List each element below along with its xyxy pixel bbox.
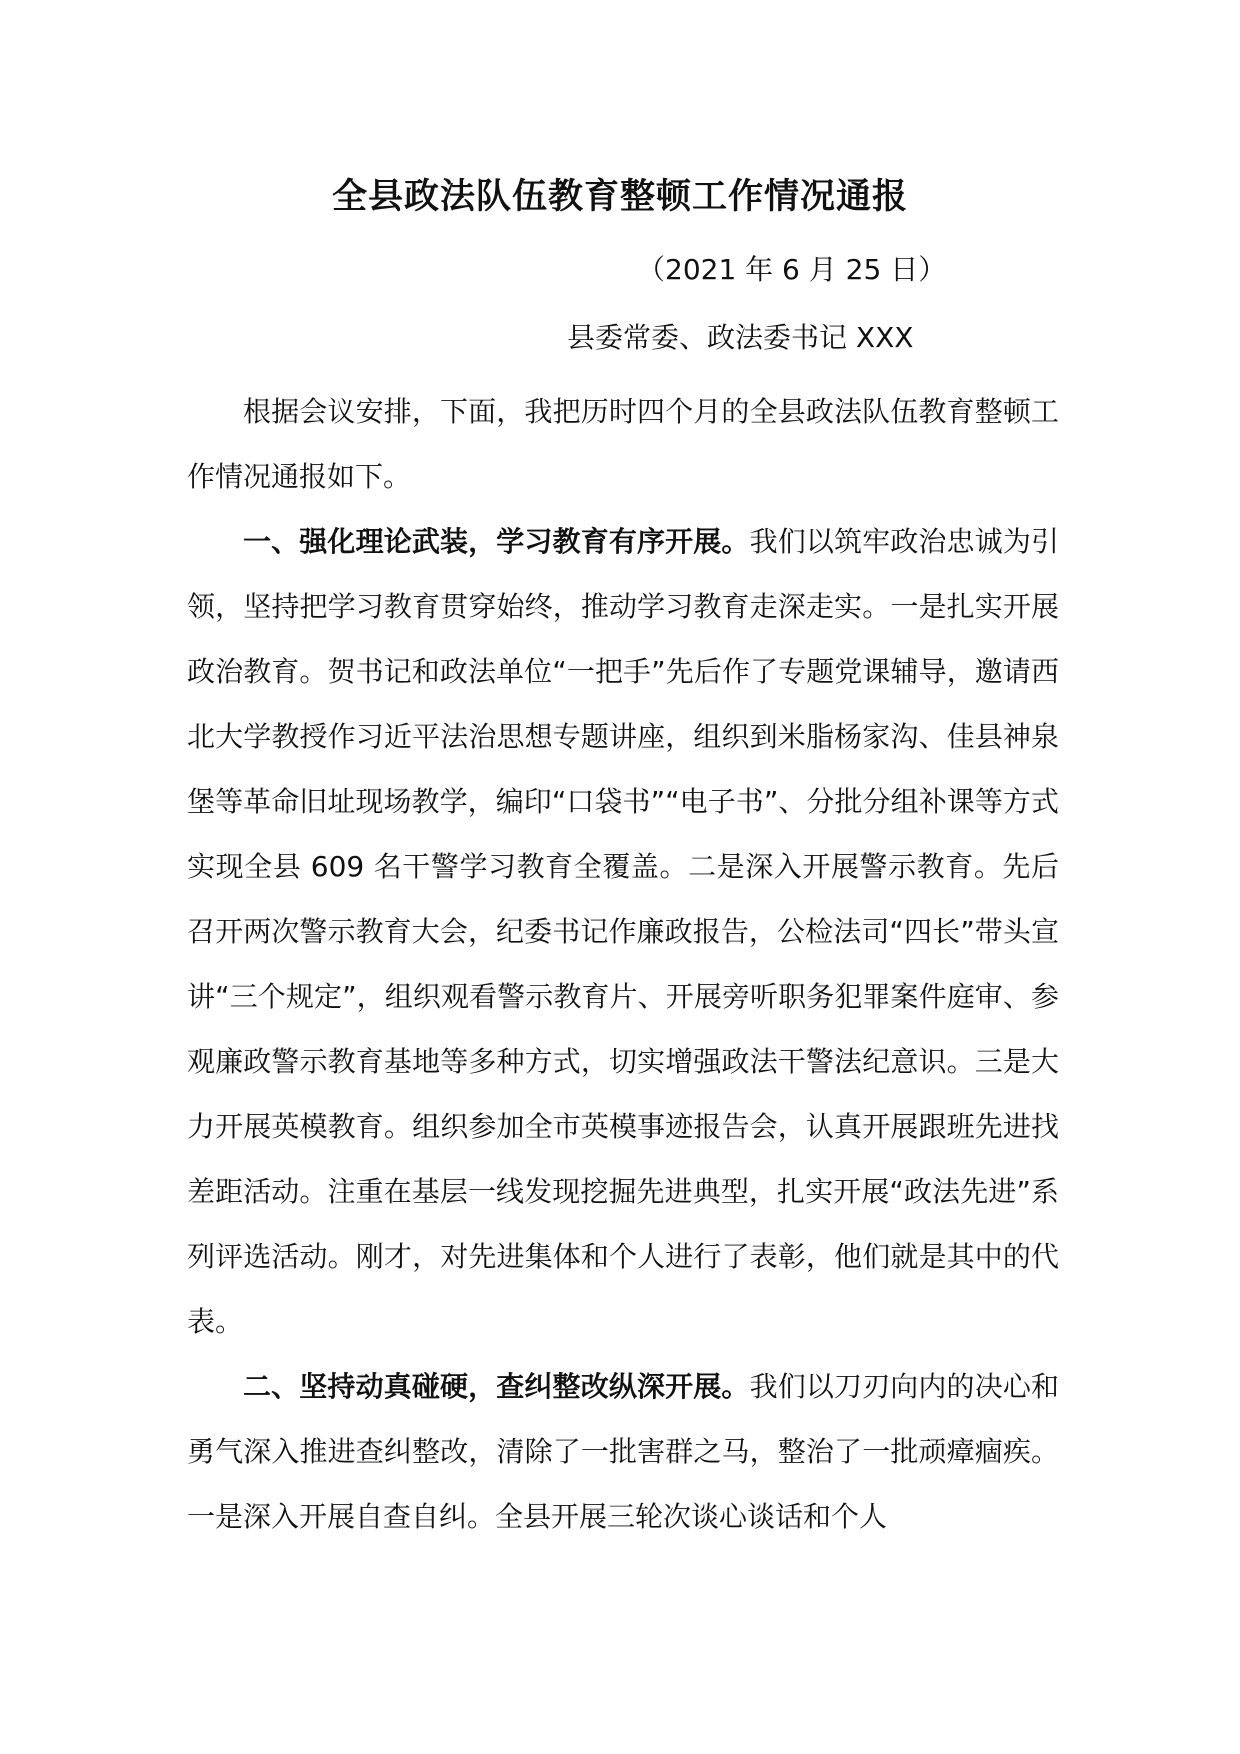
section-text-1: 我们以筑牢政治忠诚为引领，坚持把学习教育贯穿始终，推动学习教育走深走实。一是扎实开展政治教育。贺书记和政法单位“一把手”先后作了专题党课辅导，邀请西北大学教授作习近平法治思想专题讲座，组织到米脂杨家沟、佳县神泉堡等革命旧址现场教学，编印“口袋书”“电子书”、分批分组补课等方式实现全县 609 名干警学习教育全覆盖。二是深入开展警示教育。先后召开两次警示教育大会，纪委书记作廉政报告，公检法司“四长”带头宣讲“三个规定”，组织观看警示教育片、开展旁听职务犯罪案件庭审、参观廉政警示教育基地等多种方式，切实增强政法干警法纪意识。三是大力开展英模教育。组织参加全市英模事迹报告会，认真开展跟班先进找差距活动。注重在基层一线发现挖掘先进典型，扎实开展“政法先进”系列评选活动。刚才，对先进集体和个人进行了表彰，他们就是其中的代表。 — [187, 525, 1059, 1338]
document-title: 全县政法队伍教育整顿工作情况通报 — [331, 177, 908, 217]
section-paragraph-1 — [187, 509, 1059, 1354]
document-body — [187, 379, 1059, 1549]
section-heading-1: 一、强化理论武装，学习教育有序开展。 — [243, 525, 750, 558]
document-date: （2021 年 6 月 25 日） — [637, 253, 947, 286]
intro-paragraph: 根据会议安排，下面，我把历时四个月的全县政法队伍教育整顿工作情况通报如下。 — [187, 395, 1059, 493]
section-text-2: 我们以刀刃向内的决心和勇气深入推进查纠整改，清除了一批害群之马，整治了一批顽瘴痼疾。一是深入开展自查自纠。全县开展三轮次谈心谈话和个人 — [187, 1370, 1059, 1533]
section-heading-2: 二、坚持动真碰硬，查纠整改纵深开展。 — [243, 1370, 750, 1403]
section-paragraph-2 — [187, 1354, 1059, 1549]
document-author: 县委常委、政法委书记 XXX — [567, 321, 914, 354]
